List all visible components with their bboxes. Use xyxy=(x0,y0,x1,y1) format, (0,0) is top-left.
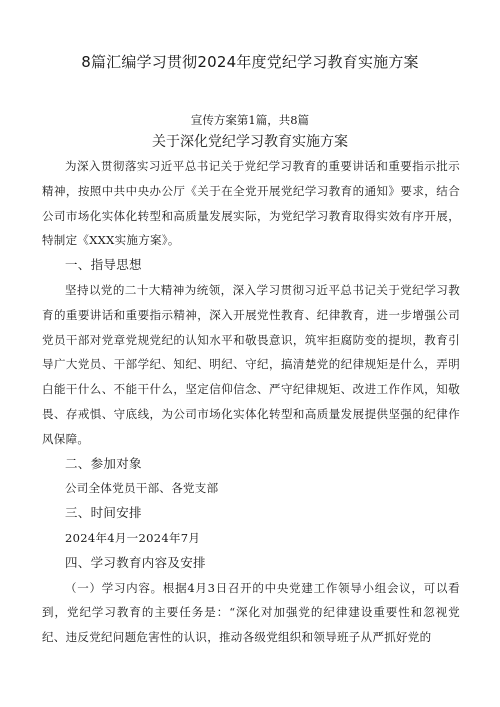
part-label: 宣传方案第1篇，共8篇 xyxy=(190,113,310,127)
section-text-content: （一）学习内容。根据4月3日召开的中央党建工作领导小组会议，可以看到，党纪学习教育的主要任务是：“深化对加强党的纪律建设重要性和忽视党纪、违反党纪问题危害性的认识，推动各级党组织和领导班子从严抓好党的 xyxy=(42,580,460,645)
section-heading-schedule: 三、时间安排 xyxy=(65,505,142,521)
section-text-participants: 公司全体党员干部、各党支部 xyxy=(65,481,219,496)
article-title: 关于深化党纪学习教育实施方案 xyxy=(152,134,348,150)
section-heading-content: 四、学习教育内容及安排 xyxy=(65,554,206,570)
document-body xyxy=(42,154,460,650)
section-heading-guiding-ideology: 一、指导思想 xyxy=(65,257,142,273)
section-text-guiding-ideology: 坚持以党的二十大精神为统领，深入学习贯彻习近平总书记关于党纪学习教育的重要讲话和重要指示精神，深入开展党性教育、纪律教育，进一步增强公司党员干部对党章党规党纪的认知水平和敬畏意识，筑牢拒腐防变的提坝，教育引导广大党员、干部学纪、知纪、明纪、守纪，搞清楚党的纪律规矩是什么，弄明白能干什么、不能干什么，坚定信仰信念、严守纪律规矩、改进工作作风，知敬畏、存戒惧、守底线，为公司市场化实体化转型和高质量发展提供坚强的纪律作风保障。 xyxy=(42,282,460,446)
section-text-schedule: 2024年4月一2024年7月 xyxy=(65,530,201,545)
document-title: 8篇汇编学习贯彻2024年度党纪学习教育实施方案 xyxy=(81,53,419,71)
intro-paragraph: 为深入贯彻落实习近平总书记关于党纪学习教育的重要讲话和重要指示批示精神，按照中共中央办公厅《关于在全党开展党纪学习教育的通知》要求，结合公司市场化实体化转型和高质量发展实际，为党纪学习教育取得实效有序开展，特制定《XXX实施方案》。 xyxy=(42,159,460,248)
section-heading-participants: 二、参加对象 xyxy=(65,455,142,471)
